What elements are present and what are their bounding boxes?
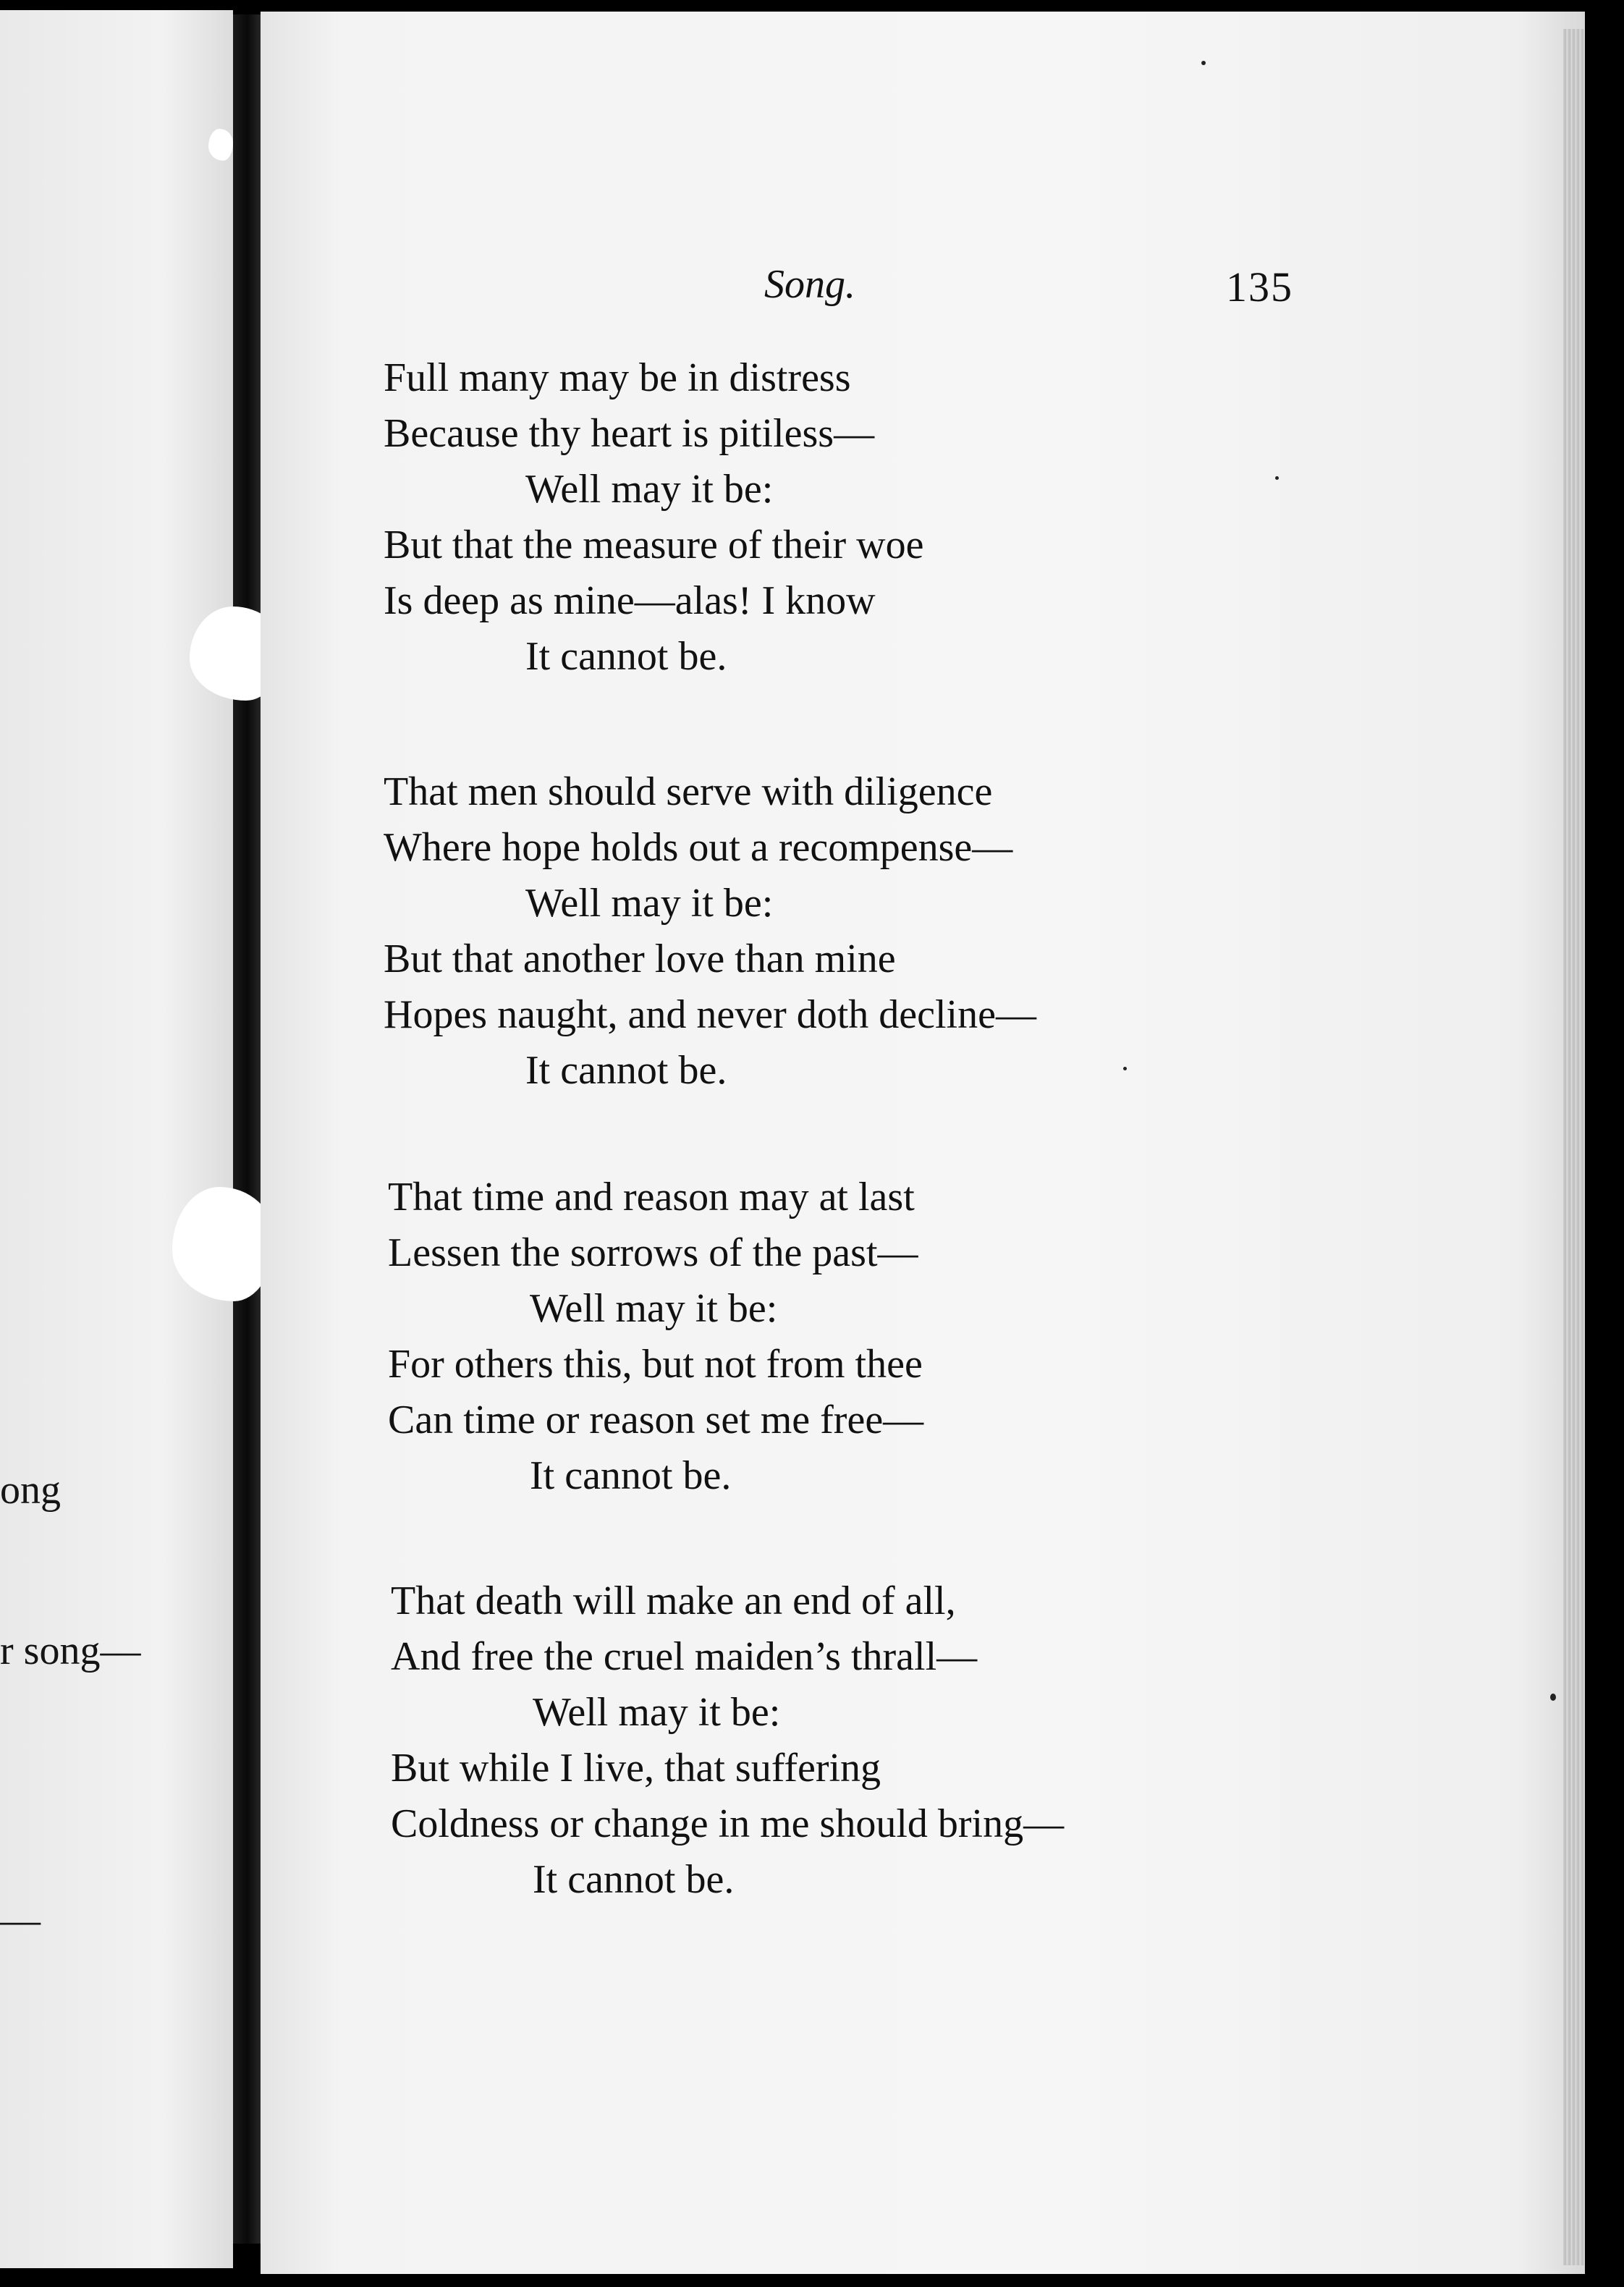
paper-damage-spot [208, 129, 233, 161]
poem-line: Can time or reason set me free— [388, 1398, 924, 1442]
poem-refrain-line: Well may it be: [530, 1286, 778, 1331]
previous-page-text [0, 1356, 233, 2054]
book-gutter [233, 14, 262, 2244]
poem-refrain-line: It cannot be. [530, 1453, 732, 1498]
poem-line: That death will make an end of all, [391, 1578, 956, 1623]
poem-line: For others this, but not from thee [388, 1342, 923, 1387]
previous-page-fragment [0, 10, 233, 2268]
running-head: Song. [764, 262, 855, 307]
poem-refrain-line: It cannot be. [533, 1857, 735, 1902]
poem-line: Full many may be in distress [384, 355, 851, 400]
poem-stanza [388, 1170, 1256, 1504]
dust-speck [1123, 1067, 1127, 1070]
page-number: 135 [1226, 263, 1293, 310]
dust-speck [1550, 1694, 1556, 1701]
previous-page-line: ong [0, 1468, 61, 1513]
poem-refrain-line: Well may it be: [533, 1690, 781, 1735]
poem-line: And free the cruel maiden’s thrall— [391, 1634, 978, 1679]
dust-speck [1201, 61, 1206, 65]
poem-line: Lessen the sorrows of the past— [388, 1230, 918, 1275]
previous-page-line: — [0, 1898, 41, 1943]
poem-line: But while I live, that suffering [391, 1746, 881, 1791]
previous-page-line: r song— [0, 1628, 141, 1673]
poem-line: That men should serve with diligence [384, 769, 993, 814]
poem-refrain-line: It cannot be. [525, 1048, 727, 1093]
poem-refrain-line: Well may it be: [525, 881, 774, 926]
paper-damage-spot [172, 1187, 275, 1301]
poem-stanza [384, 764, 1252, 1099]
dust-speck [1275, 476, 1279, 480]
poem-line: Where hope holds out a recompense— [384, 825, 1013, 870]
poem-line: Because thy heart is pitiless— [384, 411, 875, 456]
poem-refrain-line: It cannot be. [525, 634, 727, 679]
poem-line: But that the measure of their woe [384, 523, 924, 567]
poem-line: But that another love than mine [384, 937, 896, 981]
poem-stanza [391, 1573, 1259, 1908]
poem-line: That time and reason may at last [388, 1175, 915, 1219]
page-edge-stack [1563, 29, 1585, 2265]
poem-refrain-line: Well may it be: [525, 467, 774, 512]
poem-line: Is deep as mine—alas! I know [384, 578, 876, 623]
poem-stanza [384, 350, 1252, 685]
poem-line: Coldness or change in me should bring— [391, 1801, 1065, 1846]
poem-line: Hopes naught, and never doth decline— [384, 992, 1036, 1037]
